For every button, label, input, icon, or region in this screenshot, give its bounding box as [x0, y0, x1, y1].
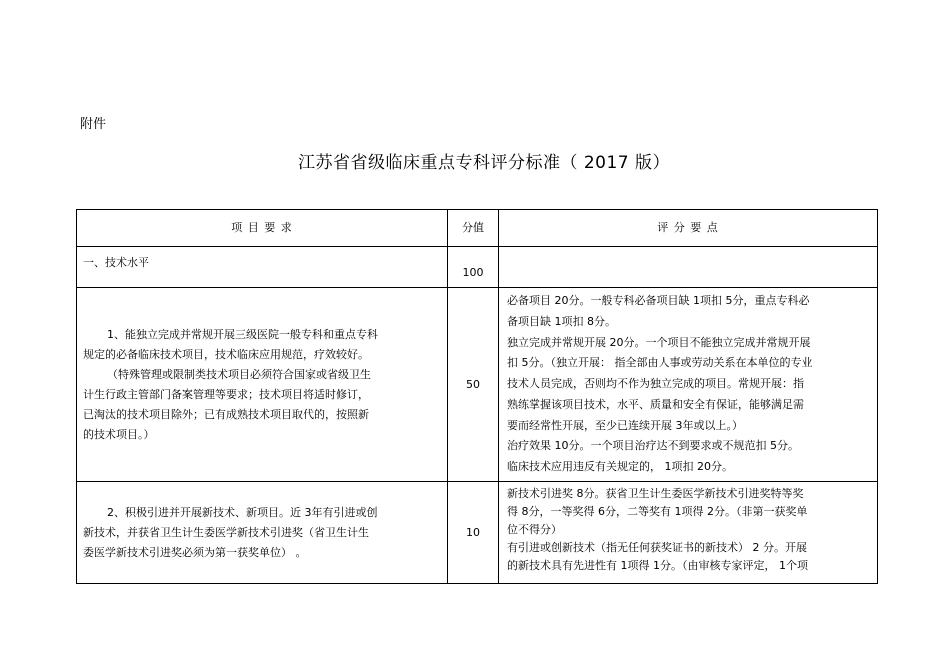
- points-line: 得 8分，一等奖得 6分，二等奖有 1项得 2分。（非第一获奖单: [507, 505, 808, 518]
- requirement-line: （特殊管理或限制类技术项目必须符合国家或省级卫生: [107, 367, 371, 381]
- points-line: 必备项目 20分。一般专科必备项目缺 1项扣 5分，重点专科必: [507, 293, 810, 307]
- scoring-table: [76, 209, 878, 584]
- score-cell: 10: [448, 482, 499, 584]
- points-line: 位不得分）: [507, 523, 562, 536]
- requirement-line: 的技术项目。）: [83, 427, 155, 441]
- score-cell: 100: [448, 247, 499, 288]
- points-line: 熟练掌握该项目技术，水平、质量和安全有保证，能够满足需: [507, 397, 804, 411]
- requirement-line: 新技术，并获省卫生计生委医学新技术引进奖（省卫生计生: [83, 525, 369, 539]
- requirement-line: 2、积极引进并开展新技术、新项目。近 3年有引进或创: [107, 505, 378, 519]
- table-header-row: [77, 210, 878, 247]
- score-cell: 50: [448, 288, 499, 482]
- points-line: 独立完成并常规开展 20分。一个项目不能独立完成并常规开展: [507, 335, 811, 349]
- requirement-line: 计生行政主管部门备案管理等要求；技术项目将适时修订，: [83, 387, 369, 401]
- requirement-line: 一、技术水平: [83, 256, 149, 269]
- requirement-line: 委医学新技术引进奖必须为第一获奖单位） 。: [83, 545, 307, 559]
- points-line: 治疗效果 10分。一个项目治疗达不到要求或不规范扣 5分。: [507, 439, 799, 453]
- points-cell: [499, 482, 878, 584]
- requirement-cell: [77, 247, 448, 288]
- points-line: 有引进或创新技术（指无任何获奖证书的新技术） 2 分。开展: [507, 541, 807, 554]
- header-points: 评 分 要 点: [499, 210, 878, 247]
- points-line: 扣 5分。（独立开展： 指全部由人事或劳动关系在本单位的专业: [507, 356, 813, 370]
- requirement-cell: [77, 288, 448, 482]
- header-requirement: 项 目 要 求: [77, 210, 448, 247]
- table-row: [77, 482, 878, 584]
- table-row: [77, 247, 878, 288]
- header-score: 分值: [448, 210, 499, 247]
- table-row: [77, 288, 878, 482]
- points-line: 新技术引进奖 8分。获省卫生计生委医学新技术引进奖特等奖: [507, 487, 804, 500]
- attachment-label: 附件: [80, 117, 107, 132]
- points-line: 备项目缺 1项扣 8分。: [507, 314, 616, 328]
- points-line: 临床技术应用违反有关规定的， 1项扣 20分。: [507, 460, 733, 474]
- document-title: 江苏省省级临床重点专科评分标准（ 2017 版）: [297, 153, 671, 173]
- points-line: 要而经常性开展，至少已连续开展 3年或以上。）: [507, 418, 743, 432]
- requirement-line: 规定的必备临床技术项目，技术临床应用规范，疗效较好。: [83, 347, 369, 361]
- points-cell: [499, 247, 878, 288]
- requirement-line: 1、能独立完成并常规开展三级医院一般专科和重点专科: [107, 327, 378, 341]
- points-line: 的新技术具有先进性有 1项得 1分。（由审核专家评定， 1个项: [507, 559, 808, 572]
- requirement-line: 已淘汰的技术项目除外；已有成熟技术项目取代的，按照新: [83, 407, 369, 421]
- requirement-cell: [77, 482, 448, 584]
- points-cell: [499, 288, 878, 482]
- points-line: 技术人员完成，否则均不作为独立完成的项目。常规开展：指: [507, 377, 804, 391]
